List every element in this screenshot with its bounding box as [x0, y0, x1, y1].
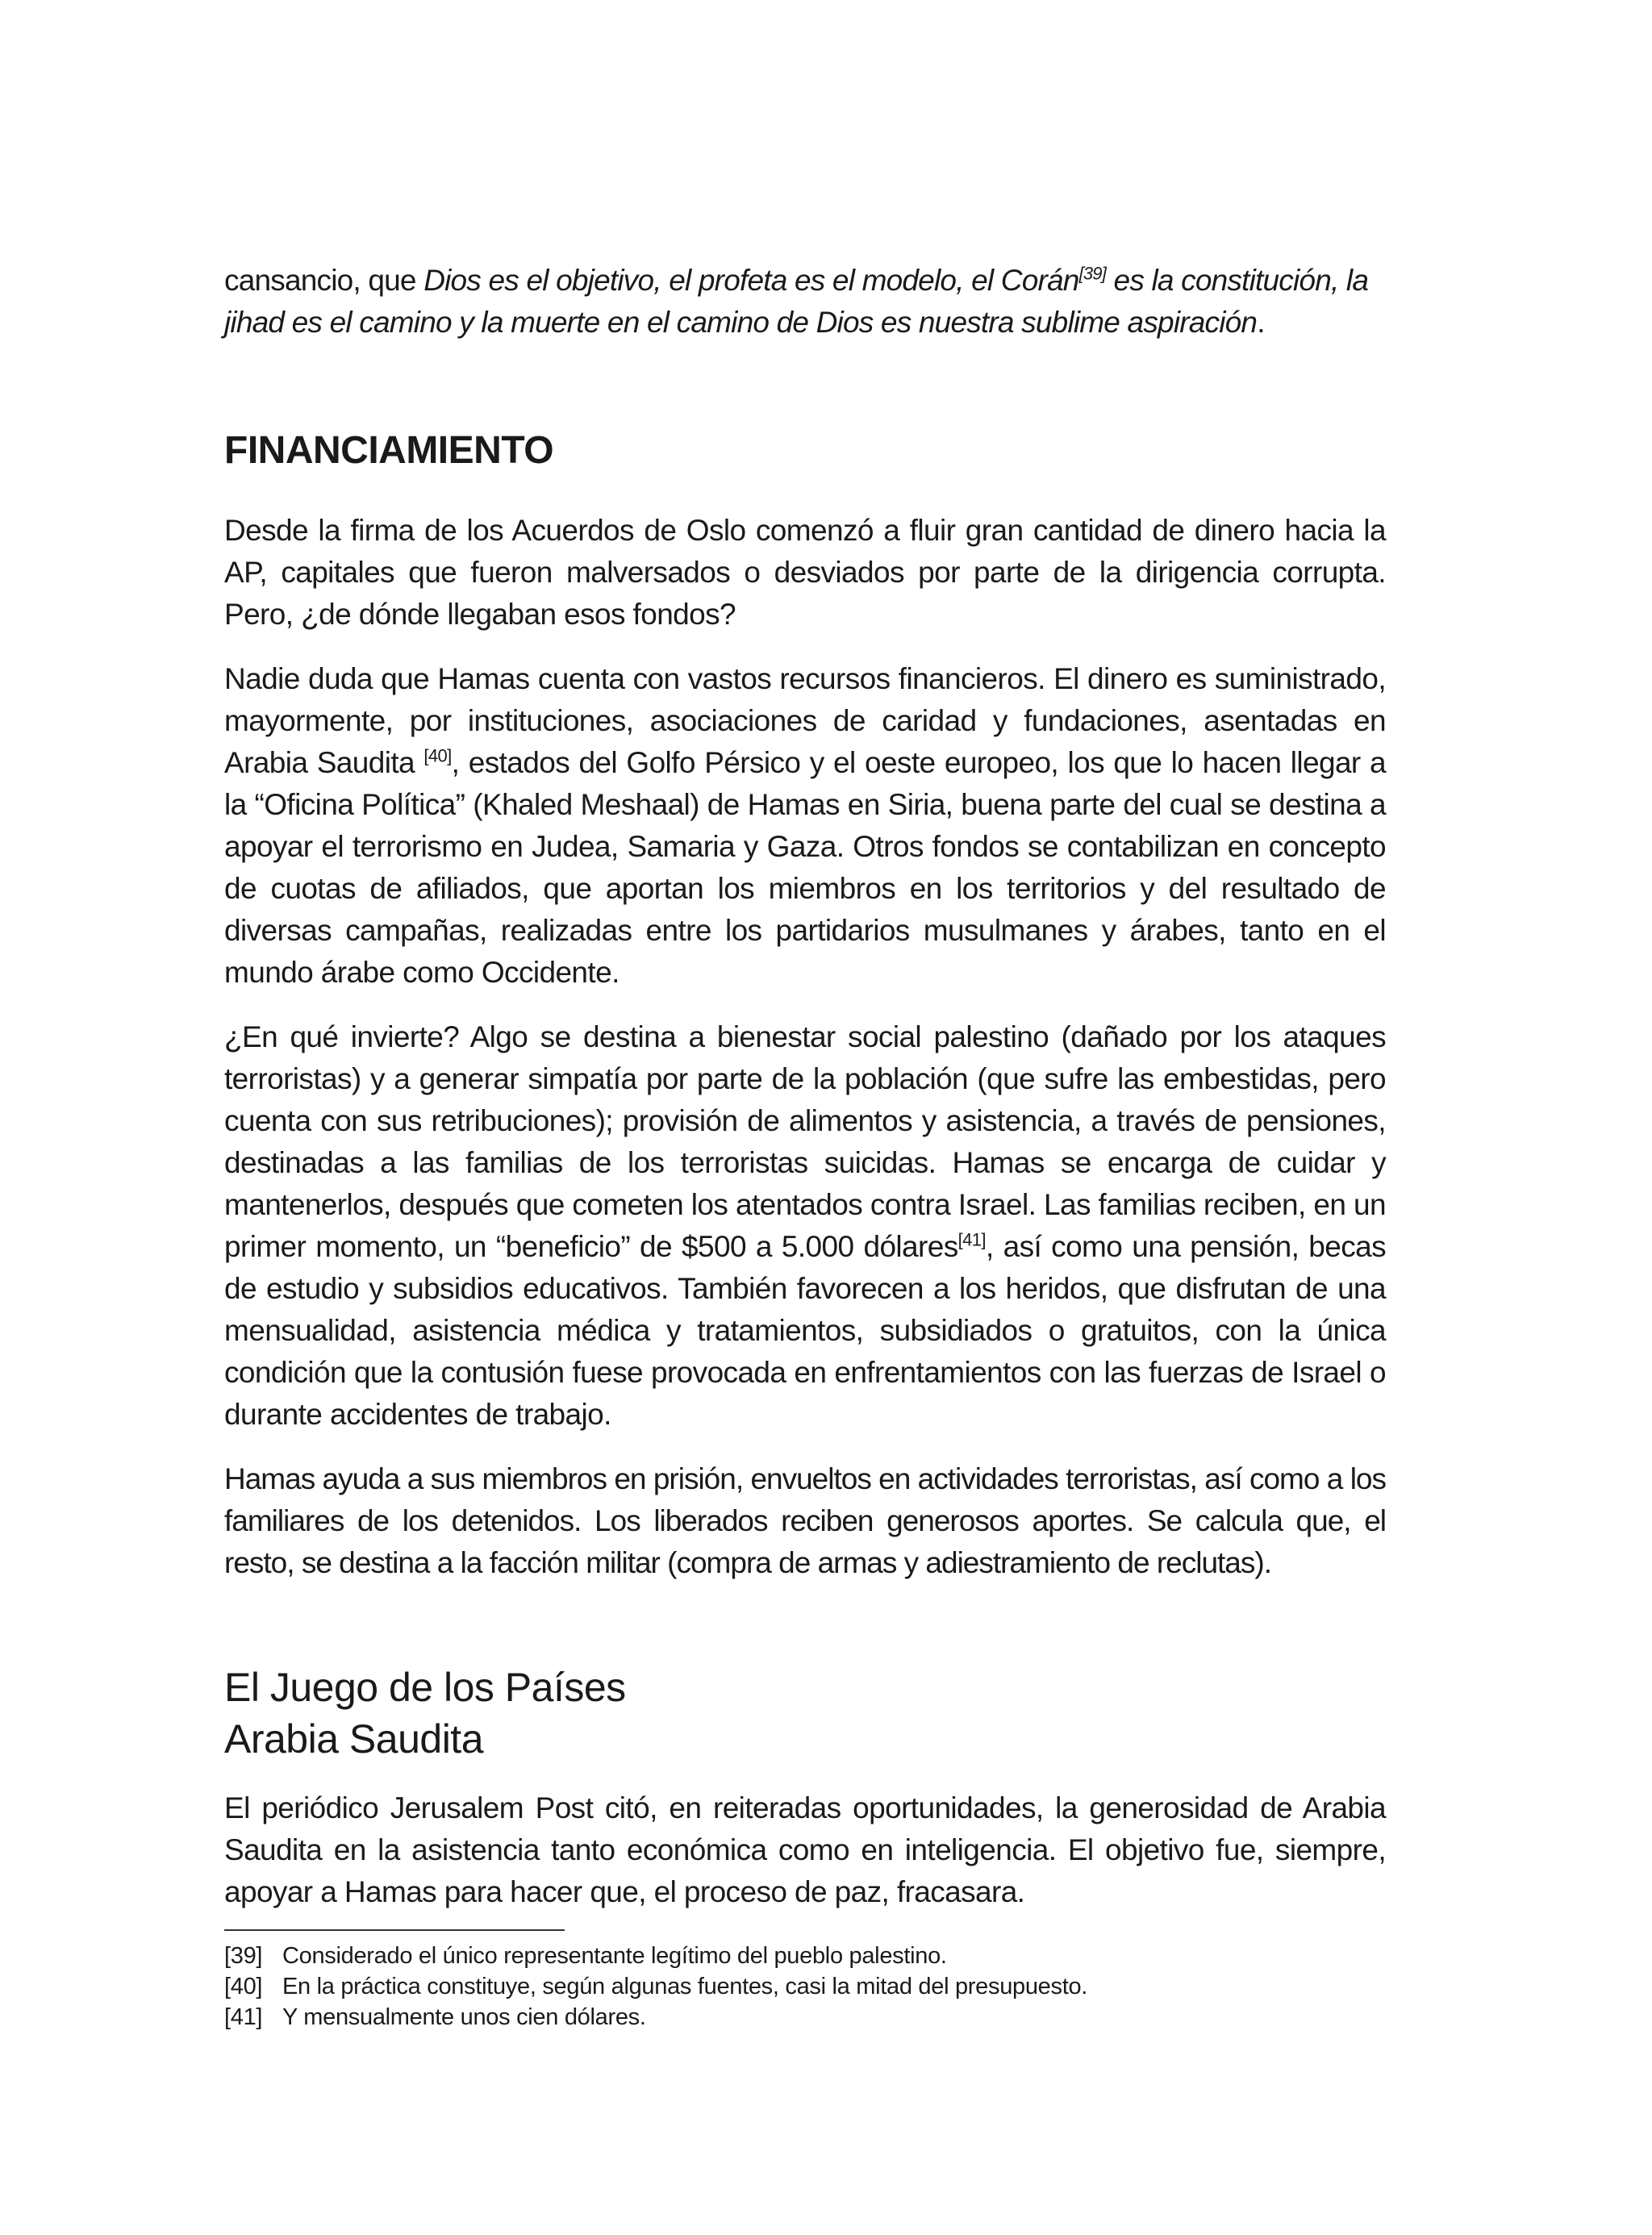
- footnote-40: [224, 1971, 1386, 2002]
- footnote-ref-40[interactable]: [40]: [423, 745, 452, 766]
- footnote-39: [224, 1941, 1386, 1971]
- intro-text-start: cansancio, que: [224, 264, 424, 297]
- intro-paragraph: [224, 260, 1386, 344]
- footnote-text: En la práctica constituye, según algunas fuentes, casi la mitad del presupuesto.: [282, 1974, 1088, 1999]
- paragraph-jerusalem-post: El periódico Jerusalem Post citó, en reiteradas oportunidades, la generosidad de Arabia Saudita en la asistencia tanto económica como en inteligencia. El objetivo fue, siempre, apoyar a Hamas para hacer que, el proceso de paz, fracasara.: [224, 1791, 1386, 1908]
- footnote-ref-39[interactable]: [39]: [1078, 263, 1107, 284]
- intro-italic-quote-2: es la constitución, la jihad es el camino y la muerte en el camino de Dios es nuestra sublime aspiración: [224, 264, 1369, 339]
- paragraph-recursos: [224, 658, 1386, 994]
- footnote-ref-41[interactable]: [41]: [957, 1229, 986, 1250]
- footnote-number: [41]: [224, 2004, 263, 2030]
- paragraph-recursos-part-2: , estados del Golfo Pérsico y el oeste europeo, los que lo hacen llegar a la “Oficina Política” (Khaled Meshaal) de Hamas en Siria, buena parte del cual se destina a apoyar el terrorismo en Judea, Samaria y Gaza. Otros fondos se contabilizan en concepto de cuotas de afiliados, que aportan los miembros en los territorios y del resultado de diversas campañas, realizadas entre los partidarios musulmanes y árabes, tanto en el mundo árabe como Occidente.: [224, 746, 1386, 989]
- footnote-text: Considerado el único representante legítimo del pueblo palestino.: [282, 1943, 947, 1969]
- footnote-41: [224, 2002, 1386, 2033]
- paragraph-inversion: [224, 1016, 1386, 1436]
- subheading-arabia-saudita: Arabia Saudita: [224, 1716, 484, 1762]
- subheading-block: [224, 1662, 1386, 1765]
- footnote-number: [39]: [224, 1943, 263, 1969]
- paragraph-inversion-part-2: , así como una pensión, becas de estudio y subsidios educativos. También favorecen a los heridos, que disfrutan de una mensualidad, asistencia médica y tratamientos, subsidiados o gratuitos, con la única condición que la contusión fuese provocada en enfrentamientos con las fuerzas de Israel o durante accidentes de trabajo.: [224, 1230, 1386, 1431]
- subheading-juego-paises: El Juego de los Países: [224, 1665, 626, 1710]
- footnote-text: Y mensualmente unos cien dólares.: [282, 2004, 646, 2030]
- paragraph-inversion-part-1: ¿En qué invierte? Algo se destina a bienestar social palestino (dañado por los ataques terroristas) y a generar simpatía por parte de la población (que sufre las embestidas, pero cuenta con sus retribuciones); provisión de alimentos y asistencia, a través de pensiones, destinadas a las familias de los terroristas suicidas. Hamas se encarga de cuidar y mantenerlos, después que cometen los atentados contra Israel. Las familias reciben, en un primer momento, un “beneficio” de $500 a 5.000 dólares: [224, 1020, 1386, 1263]
- intro-text-end: .: [1257, 306, 1265, 339]
- paragraph-prision: Hamas ayuda a sus miembros en prisión, envueltos en actividades terroristas, así como a los familiares de los detenidos. Los liberados reciben generosos aportes. Se calcula que, el resto, se destina a la facción militar (compra de armas y adiestramiento de reclutas).: [224, 1462, 1386, 1579]
- intro-italic-quote-1: Dios es el objetivo, el profeta es el modelo, el Corán: [423, 264, 1079, 297]
- paragraph-recursos-part-1: Nadie duda que Hamas cuenta con vastos recursos financieros. El dinero es suministrado, mayormente, por instituciones, asociaciones de caridad y fundaciones, asentadas en Arabia Saudita: [224, 662, 1386, 779]
- footnote-divider: [224, 1929, 565, 1931]
- section-heading-financiamiento: FINANCIAMIENTO: [224, 429, 554, 472]
- paragraph-oslo: Desde la firma de los Acuerdos de Oslo comenzó a fluir gran cantidad de dinero hacia la AP, capitales que fueron malversados o desviados por parte de la dirigencia corrupta. Pero, ¿de dónde llegaban esos fondos?: [224, 514, 1386, 631]
- page-content: [224, 260, 1386, 2033]
- footnote-number: [40]: [224, 1974, 263, 1999]
